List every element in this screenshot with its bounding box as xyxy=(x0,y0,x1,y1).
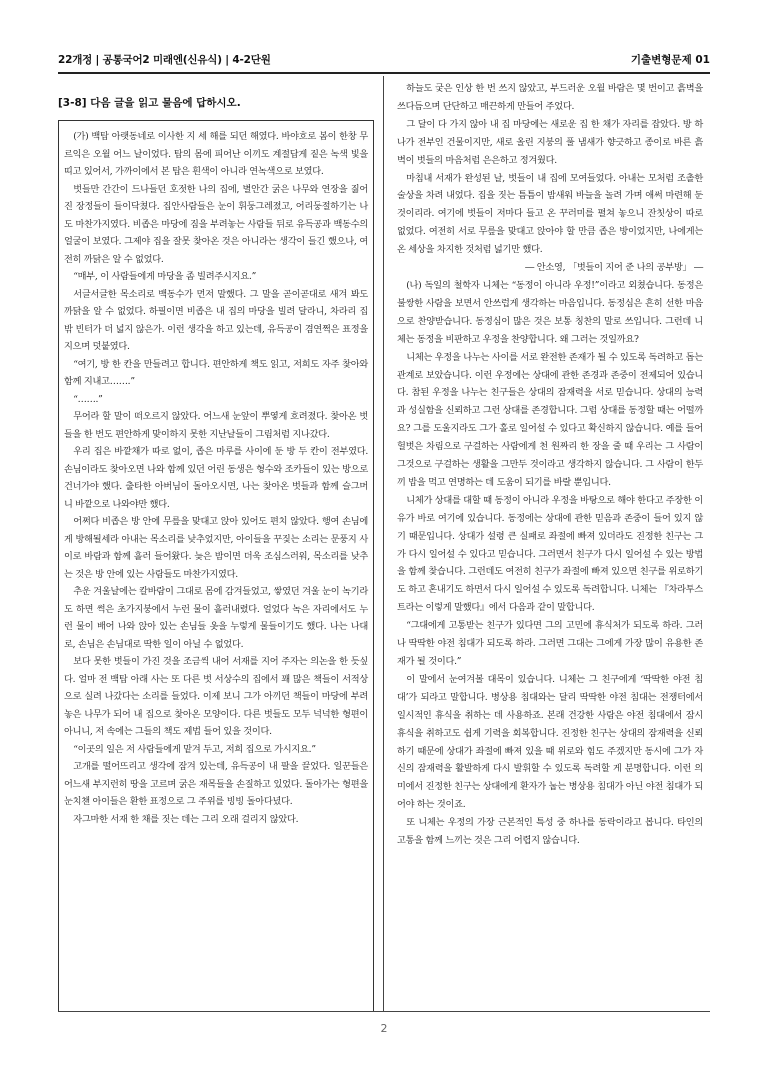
paragraph: (나) 독일의 철학자 니체는 “동정이 아니라 우정!”이라고 외쳤습니다. 동정은 불쌍한 사람을 보면서 안쓰럽게 생각하는 마음입니다. 동정심은 흔히 선한 마음으로 찬양받습니다. 동정심이 많은 것은 보통 칭찬의 말로 쓰입니다. 그런데 니체는 동정을 비판하고 우정을 찬양합니다. 왜 그러는 것일까요? xyxy=(397,279,703,345)
paragraph: 어쩌다 비좁은 방 안에 무릎을 맞대고 앉아 있어도 편치 않았다. 행여 손님에게 방해될세라 아내는 목소리를 낮추었지만, 아이들을 꾸짖는 소리는 문풍지 사이로 바람과 함께 흘러 들어왔다. 늦은 밤이면 더욱 조심스러워, 목소리를 낮추는 것은 방 안에 있는 사람들도 마찬가지였다. xyxy=(64,516,368,580)
paragraph: 니체는 우정을 나누는 사이를 서로 완전한 존재가 될 수 있도록 독려하고 돕는 관계로 보았습니다. 이런 우정에는 상대에 관한 존경과 존중이 전제되어 있습니다. 참된 우정을 나누는 친구들은 상대의 잠재력을 서로 믿습니다. 상대의 능력과 성실함을 신뢰하고 그런 상대를 존경합니다. 그럼 상대를 동정할 때는 어떨까요? 그를 도울지라도 그가 홀로 일어설 수 있다고 확신하지 않습니다. 예를 들어 헐벗은 차림으로 구걸하는 사람에게 천 원짜리 한 장을 줄 때 우리는 그 사람이 그것으로 구걸하는 생활을 그만두 것이라고 생각하지 않습니다. 그 사람이 한두 끼 밥을 먹고 연명하는 데 도움이 되기를 바랄 뿐입니다. xyxy=(397,351,703,488)
right-column-text xyxy=(397,80,703,850)
page-number: 2 xyxy=(380,1022,388,1035)
page-header xyxy=(58,52,710,68)
column-divider xyxy=(383,76,384,1011)
paragraph: 마침내 서재가 완성된 날, 벗들이 내 집에 모여들었다. 아내는 모처럼 조촐한 술상을 차려 내었다. 집을 짓는 틈틈이 밤새워 바늘을 놀려 가며 애써 마련해 둔 것이리라. 여기에 벗들이 저마다 들고 온 꾸러미를 펼쳐 놓으니 잔칫상이 따로 없었다. 여전히 서로 무릎을 맞대고 앉아야 할 만큼 좁은 방이었지만, 나에게는 온 세상을 차지한 것처럼 넓기만 했다. xyxy=(397,172,703,256)
paragraph: 보다 못한 벗들이 가진 것을 조금씩 내어 서재를 지어 주자는 의논을 한 듯싶다. 얼마 전 백탑 아래 사는 또 다른 벗 서상수의 집에서 꽤 많은 책들이 서적상으로 실려 나갔다는 소리를 들었다. 이제 보니 그가 아끼던 책들이 마당에 부려 놓은 나무가 되어 내 집으로 찾아온 모양이다. 다른 벗들도 모두 넉넉한 형편이 아니니, 저 속에는 그들의 책도 제법 들어 있을 것이다. xyxy=(64,656,368,737)
paragraph: 자그마한 서재 한 채를 짓는 데는 그리 오래 걸리지 않았다. xyxy=(73,813,299,825)
header-title: 기출변형문제 01 xyxy=(630,54,710,66)
header-rule xyxy=(58,72,710,74)
paragraph: 이 말에서 눈여겨볼 대목이 있습니다. 니체는 그 친구에게 ‘딱딱한 야전 침대’가 되라고 말합니다. 병상용 침대와는 달리 딱딱한 야전 침대는 전쟁터에서 일시적인 휴식을 취하는 데 사용하죠. 본래 건강한 사람은 야전 침대에서 잠시 휴식을 취하고도 쉽게 기력을 회복합니다. 진정한 친구는 상대의 잠재력을 신뢰하기 때문에 상대가 좌절에 빠져 있을 때 위로와 힘도 주겠지만 동시에 그가 자신의 잠재력을 활발하게 다시 발휘할 수 있도록 독려할 게 분명합니다. 이런 의미에서 진정한 친구는 상대에게 환자가 눕는 병상용 침대가 아닌 야전 침대가 되어야 하는 것이죠. xyxy=(397,673,703,811)
paragraph: “…….” xyxy=(73,393,103,405)
paragraph: “여기, 방 한 칸을 만들려고 합니다. 편안하게 책도 읽고, 저희도 자주 찾아와 함께 지내고…….” xyxy=(64,358,368,387)
source-citation: ― 안소영, 「벗들이 지어 준 나의 공부방」 ― xyxy=(525,262,703,274)
paragraph: 무어라 할 말이 떠오르지 않았다. 어느새 눈앞이 뿌옇게 흐려졌다. 찾아온 벗들을 한 번도 편안하게 맞이하지 못한 지난날들이 그림처럼 지나갔다. xyxy=(64,411,368,440)
paragraph: 우리 집은 바깥채가 따로 없이, 좁은 마루를 사이에 둔 방 두 칸이 전부였다. 손님이라도 찾아오면 나와 함께 있던 어린 동생은 형수와 조카들이 있는 방으로 건너가야 했다. 출타한 아버님이 돌아오시면, 나는 찾아온 벗들과 함께 슬그머니 바깥으로 나와야만 했다. xyxy=(64,446,368,510)
footer-rule xyxy=(58,1011,710,1012)
paragraph: 하늘도 궂은 인상 한 번 쓰지 않았고, 부드러운 오월 바람은 몇 번이고 흙벽을 쓰다듬으며 단단하고 매끈하게 만들어 주었다. xyxy=(397,83,703,112)
paragraph: “매부, 이 사람들에게 마당을 좀 빌려주시지요.” xyxy=(73,271,257,282)
paragraph: “이곳의 일은 저 사람들에게 맡겨 두고, 저희 집으로 가시지요.” xyxy=(73,743,316,755)
left-column-text xyxy=(64,128,368,828)
paragraph: 또 니체는 우정의 가장 근본적인 특성 중 하나를 동락이라고 봅니다. 타인의 고통을 함께 느끼는 것은 그리 어렵지 않습니다. xyxy=(397,817,703,847)
question-instruction: [3-8] 다음 글을 읽고 물음에 답하시오. xyxy=(58,97,241,109)
paragraph: 벗들만 간간이 드나들던 호젓한 나의 집에, 별안간 굵은 나무와 연장을 짊어진 장정들이 들이닥쳤다. 집안사람들은 눈이 휘둥그레졌고, 어리둥절하기는 나도 마찬가지였다. 비좁은 마당에 짐을 부려놓는 사람들 뒤로 유득공과 백동수의 얼굴이 보였다. 그제야 집을 잘못 찾아온 것은 아니라는 생각이 들긴 했으나, 여전히 까닭은 알 수 없었다. xyxy=(64,183,368,265)
paragraph: 니체가 상대를 대할 때 동정이 아니라 우정을 바탕으로 해야 한다고 주장한 이유가 바로 여기에 있습니다. 동정에는 상대에 관한 믿음과 존중이 들어 있지 않기 때문입니다. 상대가 설령 큰 실패로 좌절에 빠져 있더라도 진정한 친구는 그가 다시 일어설 수 있다고 믿습니다. 그러면서 친구가 다시 일어설 수 있는 방법을 함께 찾습니다. 그런데도 여전히 친구가 좌절에 빠져 있으면 친구를 위로하기도 하고 혼내기도 하면서 다시 일어설 수 있도록 독려합니다. 니체는 『차라투스트라는 이렇게 말했다』에서 다음과 같이 말합니다. xyxy=(397,494,703,614)
paragraph: 그 달이 다 가지 않아 내 집 마당에는 새로운 집 한 채가 자리를 잡았다. 방 하나가 전부인 건물이지만, 새로 올린 지붕의 풀 냄새가 향긋하고 종이로 바른 흙벽이 벗들의 마음처럼 은은하고 정겨웠다. xyxy=(397,118,703,166)
header-course-info: 22개정 | 공통국어2 미래엔(신유식) | 4-2단원 xyxy=(58,54,271,66)
paragraph: 추운 겨울날에는 칼바람이 그대로 몸에 감겨들었고, 쌓였던 겨울 눈이 녹기라도 하면 썩은 초가지붕에서 누런 물이 흘러내렸다. 얼었다 녹은 자리에서도 누런 물이 배어 나와 앉아 있는 손님들 옷을 누렇게 물들이기도 했다. 나는 나대로, 손님은 손님대로 딱한 일이 아닐 수 없었다. xyxy=(64,586,368,650)
paragraph: 고개를 떨어뜨리고 생각에 잠겨 있는데, 유득공이 내 팔을 끌었다. 일꾼들은 어느새 부지런히 땅을 고르며 굵은 재목들을 손질하고 있었다. 돌아가는 형편을 눈치챈 아이들은 환한 표정으로 그 주위를 빙빙 돌아다녔다. xyxy=(64,761,368,807)
paragraph: 서글서글한 목소리로 백동수가 먼저 말했다. 그 말을 곧이곧대로 새겨 봐도 까닭을 알 수 없었다. 하필이면 비좁은 내 집의 마당을 빌려 달라니, 차라리 집 밖 빈터가 더 넓지 않은가. 이런 생각을 하고 있는데, 유득공이 겸연쩍은 표정을 지으며 덧붙였다. xyxy=(64,288,368,352)
quotation: “그대에게 고통받는 친구가 있다면 그의 고민에 휴식처가 되도록 하라. 그러나 딱딱한 야전 침대가 되도록 하라. 그러면 그대는 그에게 가장 많이 유용한 존재가 될 것이다.” xyxy=(397,620,703,667)
paragraph: (가) 백탑 아랫동네로 이사한 지 세 해를 되던 해였다. 바야흐로 봄이 한창 무르익은 오월 어느 날이었다. 탑의 몸에 피어난 이끼도 계절답게 짙은 녹색 빛을 띠고 있어서, 가까이에서 본 탑은 흰색이 아니라 연녹색으로 보였다. xyxy=(64,131,368,177)
